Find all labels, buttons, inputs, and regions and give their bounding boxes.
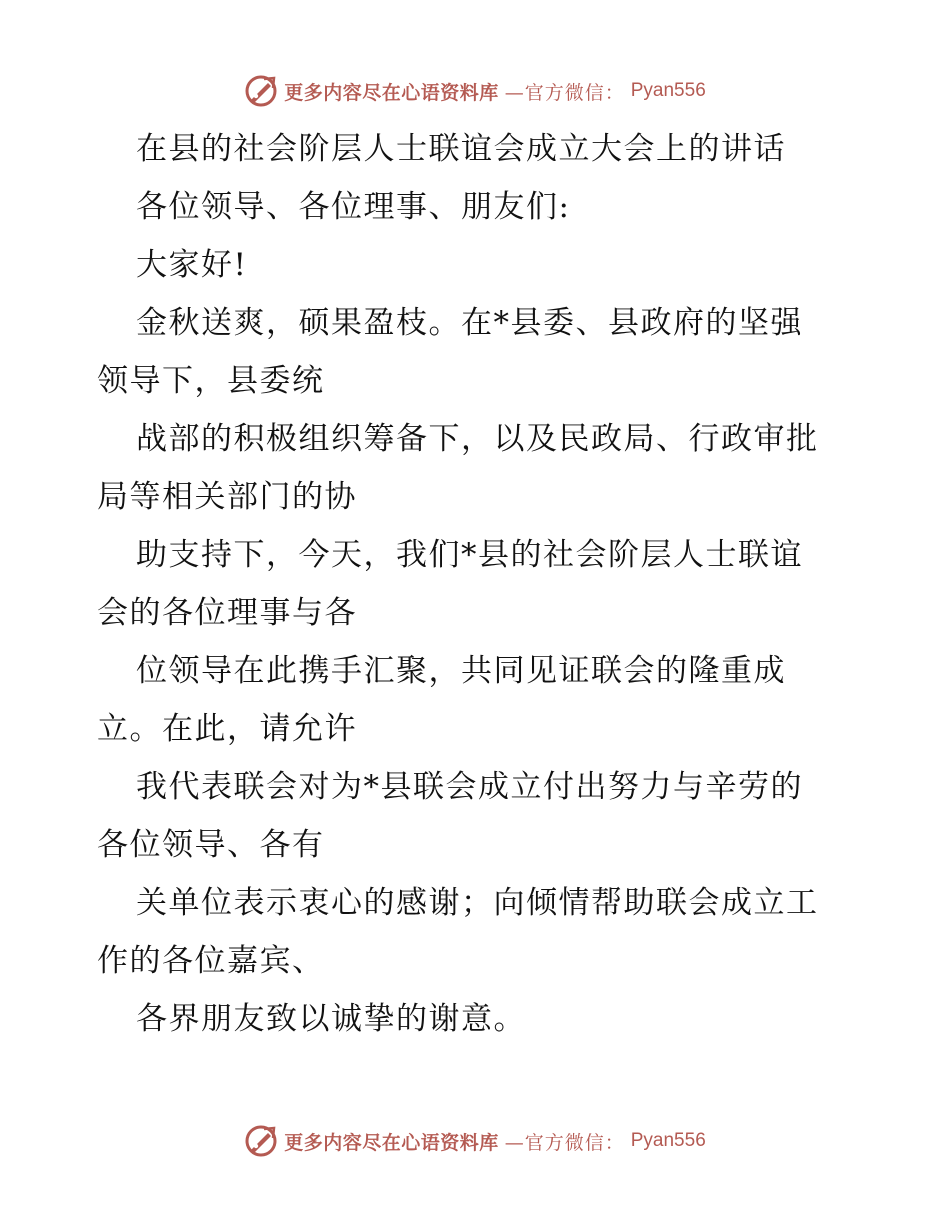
banner-official-text: —官方微信：	[504, 1131, 625, 1154]
banner-official-text: —官方微信：	[504, 81, 625, 104]
banner-brand-text: 更多内容尽在心语资料库	[284, 1131, 499, 1154]
paragraph-line: 立。在此，请允许	[97, 711, 357, 747]
paragraph-line: 关单位表示衷心的感谢；向倾情帮助联会成立工	[136, 885, 819, 921]
salutation: 各位领导、各位理事、朋友们:	[136, 189, 571, 225]
header-banner	[0, 71, 950, 111]
banner-wechat-id: Pyan556	[630, 1130, 706, 1151]
paragraph-line: 作的各位嘉宾、	[97, 943, 325, 979]
greeting: 大家好!	[136, 247, 248, 283]
paragraph-line: 会的各位理事与各	[97, 595, 357, 631]
quill-logo-icon	[244, 1124, 278, 1158]
paragraph-line: 领导下，县委统	[97, 363, 325, 399]
banner-brand-text: 更多内容尽在心语资料库	[284, 81, 499, 104]
paragraph-line: 位领导在此携手汇聚，共同见证联会的隆重成	[136, 653, 786, 689]
banner-wechat-id: Pyan556	[630, 80, 706, 101]
document-body	[97, 120, 857, 1048]
footer-banner	[0, 1121, 950, 1161]
paragraph-line: 战部的积极组织筹备下，以及民政局、行政审批	[136, 421, 819, 457]
paragraph-line: 局等相关部门的协	[97, 479, 357, 515]
paragraph-line: 助支持下，今天，我们*县的社会阶层人士联谊	[136, 537, 803, 573]
paragraph-line: 我代表联会对为*县联会成立付出努力与辛劳的	[136, 769, 803, 805]
paragraph-line: 各位领导、各有	[97, 827, 325, 863]
document-title: 在县的社会阶层人士联谊会成立大会上的讲话	[136, 131, 786, 167]
paragraph-line: 各界朋友致以诚挚的谢意。	[136, 1001, 526, 1037]
paragraph-line: 金秋送爽，硕果盈枝。在*县委、县政府的坚强	[136, 305, 803, 341]
quill-logo-icon	[244, 74, 278, 108]
